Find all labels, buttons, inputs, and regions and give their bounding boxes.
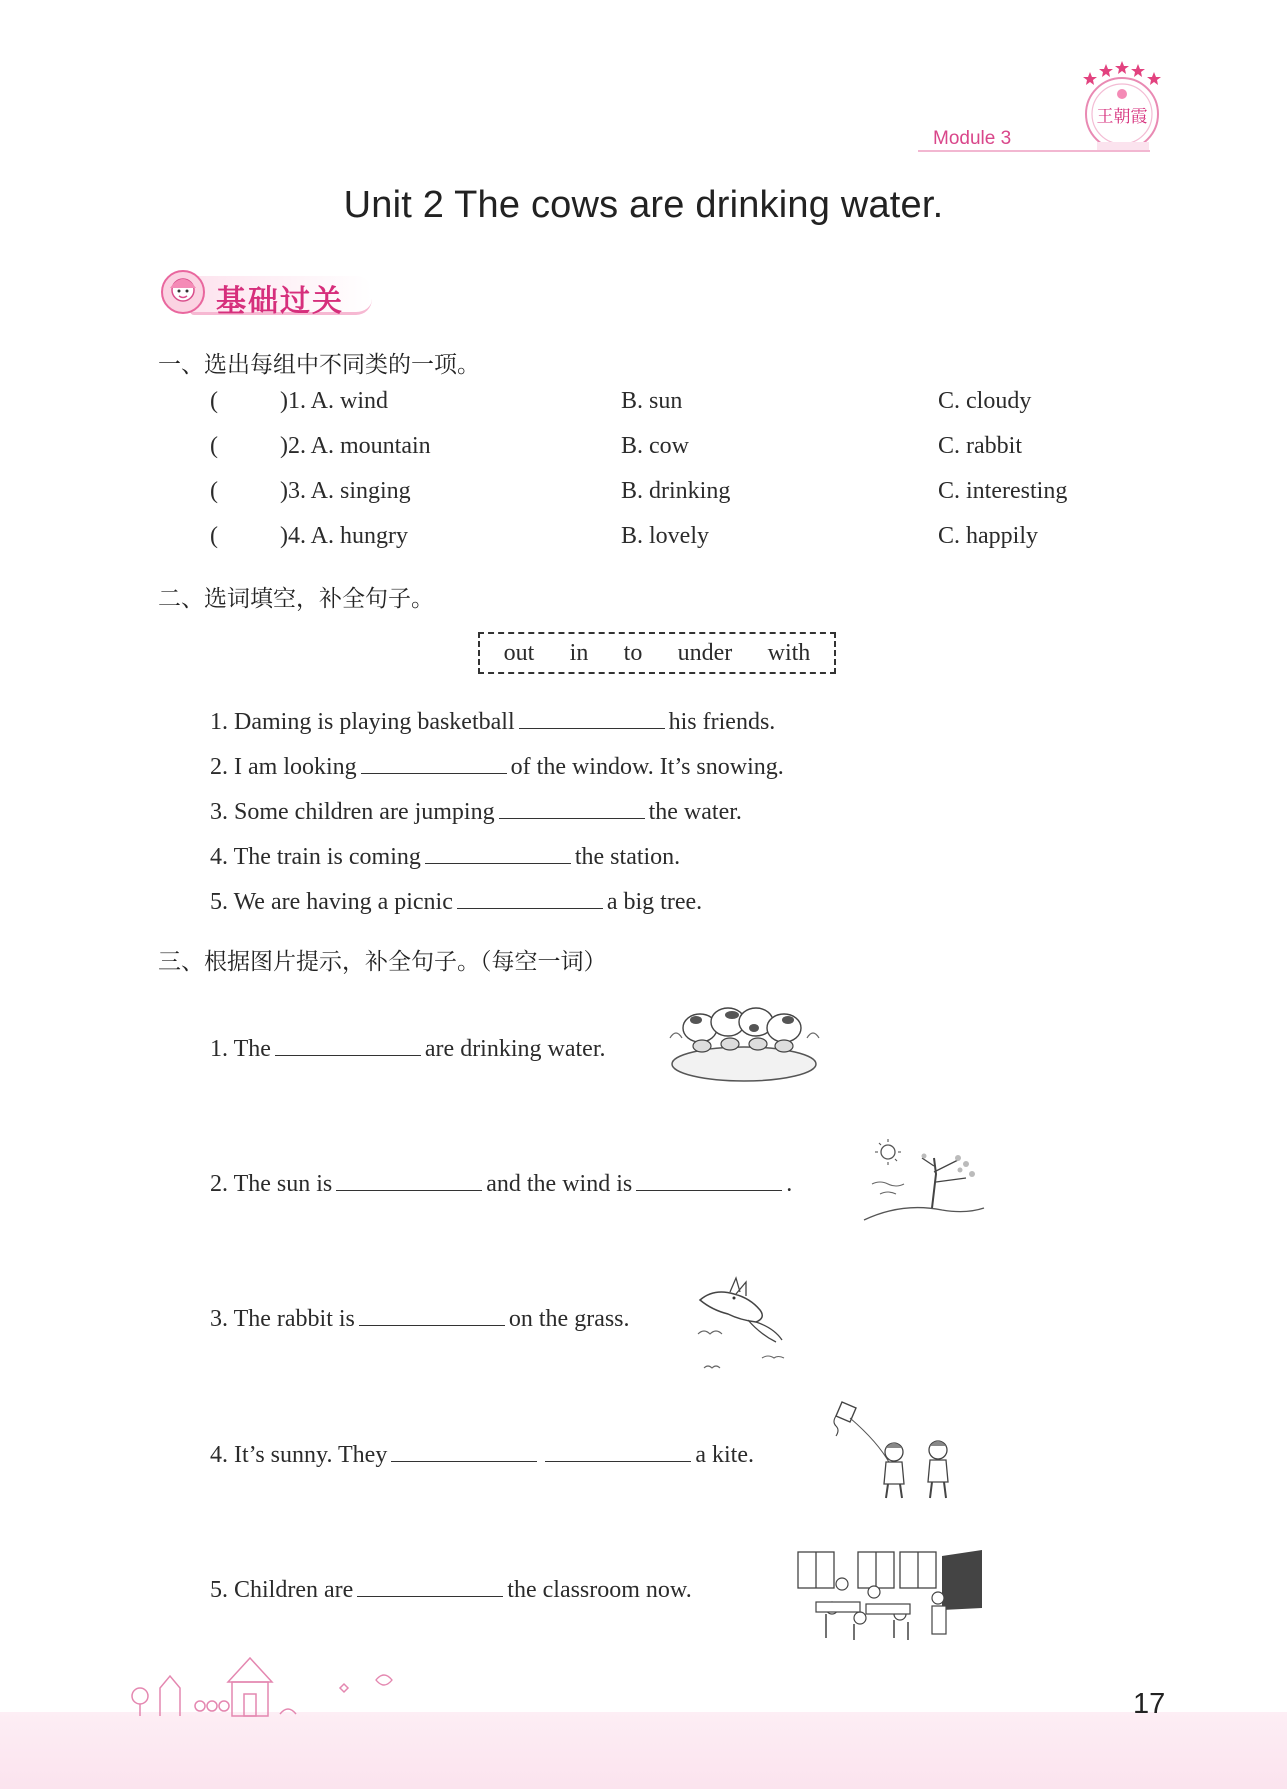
sentence-text: 4. The train is coming [210, 844, 421, 870]
sentence-text: 5. We are having a picnic [210, 889, 453, 915]
word-bank-box [478, 632, 836, 674]
sunny-windy-picture [862, 1138, 986, 1226]
classroom-children-picture [796, 1548, 986, 1642]
footer-doodle-decoration [120, 1640, 400, 1718]
part1-q3-option-c: C. interesting [938, 478, 1068, 504]
answer-blank[interactable] [425, 841, 571, 864]
part3-heading: 三、根据图片提示，补全句子。（每空一词） [158, 948, 607, 974]
answer-blank[interactable] [275, 1033, 421, 1056]
girl-mascot-icon [158, 268, 208, 318]
sentence-text: his friends. [668, 709, 776, 735]
sentence-text: of the window. It’s snowing. [510, 754, 784, 780]
answer-blank[interactable] [361, 751, 507, 774]
answer-blank[interactable] [545, 1439, 691, 1462]
part3-sentence-4 [210, 1439, 754, 1469]
answer-blank[interactable] [391, 1439, 537, 1462]
sentence-text: 4. It’s sunny. They [210, 1442, 388, 1468]
page-number: 17 [1133, 1688, 1166, 1720]
answer-blank[interactable] [519, 706, 665, 729]
part1-q3-option-a: )3. A. singing [280, 478, 411, 504]
part2-heading: 二、选词填空，补全句子。 [158, 585, 434, 611]
part3-sentence-5 [210, 1574, 692, 1604]
header-rule [918, 150, 1150, 152]
answer-blank[interactable] [457, 886, 603, 909]
word-bank-item: in [569, 639, 589, 666]
answer-blank[interactable] [359, 1303, 505, 1326]
answer-blank[interactable] [357, 1574, 503, 1597]
sentence-text: are drinking water. [424, 1036, 606, 1062]
sentence-text: . [786, 1171, 793, 1197]
word-bank-item: with [767, 639, 811, 666]
sentence-text: 2. I am looking [210, 754, 357, 780]
part3-sentence-2 [210, 1168, 792, 1198]
sentence-text: 2. The sun is [210, 1171, 333, 1197]
brand-seal-logo [1075, 58, 1170, 156]
part1-q4-option-b: B. lovely [621, 523, 709, 549]
answer-blank[interactable] [636, 1168, 782, 1191]
part3-sentence-1 [210, 1033, 606, 1063]
sentence-text: the classroom now. [507, 1577, 692, 1603]
answer-paren[interactable]: ( [210, 433, 218, 459]
part1-q1-option-a: )1. A. wind [280, 388, 388, 414]
part1-heading: 一、选出每组中不同类的一项。 [158, 351, 480, 377]
answer-paren[interactable]: ( [210, 478, 218, 504]
part1-q2-option-b: B. cow [621, 433, 689, 459]
sentence-text: 3. Some children are jumping [210, 799, 495, 825]
word-bank-item: to [623, 639, 643, 666]
cows-drinking-picture [662, 998, 827, 1086]
flower-doodle-icon [372, 1670, 396, 1690]
sentence-text: the water. [648, 799, 742, 825]
part2-sentence-2 [210, 751, 784, 781]
section-banner-title: 基础过关 [216, 285, 344, 318]
footer-band [0, 1712, 1287, 1789]
part1-q1-option-c: C. cloudy [938, 388, 1032, 414]
answer-blank[interactable] [499, 796, 645, 819]
part2-sentence-5 [210, 886, 702, 916]
unit-title: Unit 2 The cows are drinking water. [343, 184, 944, 226]
part2-sentence-1 [210, 706, 775, 736]
sentence-text: on the grass. [508, 1306, 630, 1332]
svg-text:王朝霞: 王朝霞 [1096, 107, 1148, 127]
sentence-text: a kite. [695, 1442, 754, 1468]
sentence-text: a big tree. [606, 889, 703, 915]
sentence-text: 3. The rabbit is [210, 1306, 355, 1332]
word-bank-item: out [503, 639, 535, 666]
part1-q4-option-a: )4. A. hungry [280, 523, 408, 549]
part1-q1-option-b: B. sun [621, 388, 683, 414]
answer-blank[interactable] [336, 1168, 482, 1191]
part2-sentence-4 [210, 841, 680, 871]
rabbit-jumping-picture [690, 1276, 795, 1374]
part1-q2-option-a: )2. A. mountain [280, 433, 431, 459]
children-flying-kite-picture [824, 1398, 954, 1502]
word-bank-item: under [677, 639, 733, 666]
part3-sentence-3 [210, 1303, 630, 1333]
answer-paren[interactable]: ( [210, 388, 218, 414]
part1-q4-option-c: C. happily [938, 523, 1038, 549]
part2-sentence-3 [210, 796, 742, 826]
sentence-text: 1. Daming is playing basketball [210, 709, 515, 735]
answer-paren[interactable]: ( [210, 523, 218, 549]
part1-q3-option-b: B. drinking [621, 478, 731, 504]
sentence-text: 1. The [210, 1036, 271, 1062]
sentence-text: 5. Children are [210, 1577, 354, 1603]
part1-q2-option-c: C. rabbit [938, 433, 1022, 459]
sentence-text: the station. [574, 844, 681, 870]
sentence-text: and the wind is [486, 1171, 633, 1197]
module-label: Module 3 [933, 128, 1012, 149]
